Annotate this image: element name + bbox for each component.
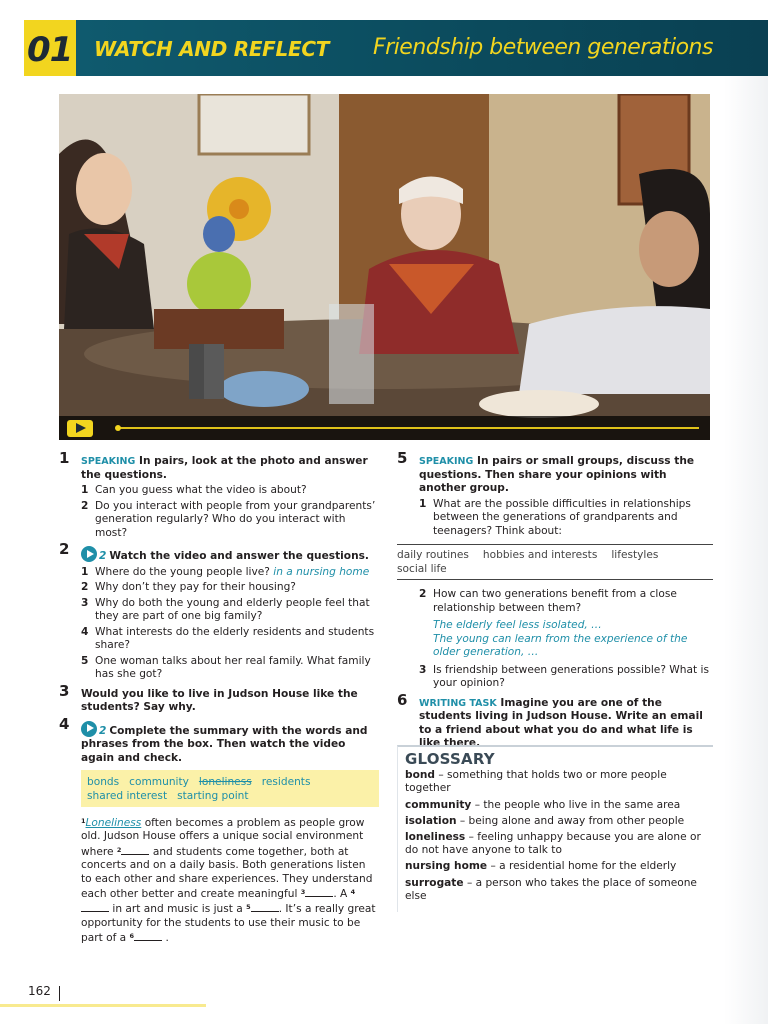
question-number: 2 xyxy=(81,499,89,512)
question-number: 2 xyxy=(419,588,427,600)
question xyxy=(419,498,713,539)
page-number: 162 xyxy=(28,984,51,998)
exercise-number: 6 xyxy=(397,690,408,709)
gap-number: 4 xyxy=(350,888,356,897)
exercise-instruction xyxy=(81,455,379,482)
question-text: One woman talks about her real family. What family has she got? xyxy=(95,654,371,680)
summary-segment: . A xyxy=(333,888,348,901)
instruction-text: Imagine you are one of the students living in Judson House. Write an email to a friend about what you do and what life is like there. xyxy=(419,696,703,749)
topic-list xyxy=(397,544,713,580)
question-text: Do you interact with people from your grandparents’ generation regularly? Who do you interact with most? xyxy=(95,499,376,539)
gap-number: 6 xyxy=(129,932,135,941)
glossary-entry xyxy=(405,877,713,903)
left-column xyxy=(59,449,379,946)
question-number: 3 xyxy=(419,663,427,676)
question-text: Why don’t they pay for their housing? xyxy=(95,581,296,593)
instruction-text: Complete the summary with the words and phrases from the box. Then watch the video again and check. xyxy=(81,724,368,764)
video-still[interactable] xyxy=(59,94,710,440)
glossary-entry xyxy=(405,815,713,828)
question xyxy=(419,588,713,615)
page-number-divider xyxy=(59,986,60,1001)
gap-blank[interactable] xyxy=(81,903,109,912)
gap-blank[interactable] xyxy=(121,846,149,855)
box-word: residents xyxy=(261,776,311,788)
gap-number: 3 xyxy=(300,888,306,897)
gap-number: 5 xyxy=(246,903,251,912)
skill-label: WRITING TASK xyxy=(419,697,497,709)
glossary-entry xyxy=(405,860,713,873)
video-play-icon[interactable] xyxy=(81,546,97,562)
question-number: 2 xyxy=(81,581,89,593)
summary-segment: . It’s a really great opportunity for the students to use their music to be part of a xyxy=(81,903,376,945)
example-answer: in a nursing home xyxy=(273,565,370,578)
exercise-3 xyxy=(59,681,379,715)
topic: social life xyxy=(397,562,447,575)
summary-segment: and students come together, both at concerts and on a daily basis. Both generations listen to each other and share experiences. They understand each other better and create meaningful xyxy=(81,845,373,901)
question-number: 3 xyxy=(81,596,89,609)
question-number: 1 xyxy=(419,497,427,510)
glossary-box xyxy=(397,745,713,912)
glossary-definition: – a residential home for the elderly xyxy=(490,860,677,873)
word-box xyxy=(81,770,379,807)
page-edge-shadow xyxy=(724,76,768,1024)
exercise-5 xyxy=(397,449,713,538)
question-text: Why do both the young and elderly people feel that they are part of one big family? xyxy=(95,596,370,622)
gap-answer: Loneliness xyxy=(85,817,142,829)
instruction-text: Watch the video and answer the questions. xyxy=(109,550,369,562)
gap-blank[interactable] xyxy=(134,932,162,941)
exercise-number: 2 xyxy=(59,540,70,558)
box-word: community xyxy=(129,776,189,788)
glossary-definition: – the people who live in the same area xyxy=(474,798,681,811)
exercise-number: 4 xyxy=(59,714,70,733)
question-text: Is friendship between generations possible? What is your opinion? xyxy=(433,663,709,689)
glossary-word: loneliness xyxy=(405,831,466,844)
question xyxy=(81,626,379,653)
glossary-word: isolation xyxy=(405,814,457,827)
instruction-text: In pairs or small groups, discuss the questions. Then share your opinions with another group. xyxy=(419,455,695,494)
skill-label: SPEAKING xyxy=(419,456,474,467)
glossary-word: nursing home xyxy=(405,860,488,873)
glossary-definition: – something that holds two or more people together xyxy=(405,769,667,795)
glossary-entry xyxy=(405,831,713,857)
question-text: What are the possible difficulties in relationships between the generations of grandparents and teenagers? Think about: xyxy=(433,497,691,537)
play-button[interactable] xyxy=(67,420,93,437)
section-title: WATCH AND REFLECT xyxy=(94,37,330,61)
photo-illustration xyxy=(59,94,710,440)
question xyxy=(419,664,713,691)
glossary-title: GLOSSARY xyxy=(405,750,495,768)
box-word: starting point xyxy=(177,790,249,802)
box-word-used: loneliness xyxy=(198,776,252,788)
exercise-number: 5 xyxy=(397,449,408,467)
exercise-number: 3 xyxy=(59,681,70,700)
glossary-entry xyxy=(405,769,713,795)
gap-number: 2 xyxy=(116,845,122,854)
gap-blank[interactable] xyxy=(251,903,279,912)
instruction-text: In pairs, look at the photo and answer the questions. xyxy=(81,455,368,481)
question-text: Can you guess what the video is about? xyxy=(95,484,307,496)
question-number: 1 xyxy=(81,565,89,578)
exercise-5-continued xyxy=(397,588,713,691)
video-control-bar xyxy=(59,416,710,440)
unit-header xyxy=(0,20,768,76)
glossary-word: bond xyxy=(405,769,435,782)
footer-accent-line xyxy=(0,1004,206,1007)
exercise-instruction xyxy=(419,697,713,751)
right-column xyxy=(397,449,713,757)
summary-segment: often becomes a problem as people grow old. Judson House offers a unique social environment where xyxy=(81,817,365,858)
box-word: bonds xyxy=(87,776,120,788)
unit-number: 01 xyxy=(27,30,73,70)
question-text: Where do the young people live? xyxy=(95,565,270,578)
question xyxy=(81,597,379,624)
question xyxy=(81,484,379,498)
skill-label: SPEAKING xyxy=(81,456,136,467)
exercise-instruction xyxy=(81,721,379,766)
gap-blank[interactable] xyxy=(305,888,333,897)
question-number: 5 xyxy=(81,654,89,667)
summary-segment: . xyxy=(165,932,169,945)
video-number: 2 xyxy=(99,550,107,562)
exercise-instruction xyxy=(419,455,713,496)
glossary-entry xyxy=(405,799,713,812)
question-number: 1 xyxy=(81,484,89,496)
question xyxy=(81,581,379,595)
glossary-word: surrogate xyxy=(405,876,464,889)
summary-segment: in art and music is just a xyxy=(112,903,243,916)
video-play-icon[interactable] xyxy=(81,721,97,737)
exercise-6 xyxy=(397,690,713,751)
summary-text xyxy=(59,815,379,946)
question xyxy=(81,500,379,541)
glossary-definition: – being alone and away from other people xyxy=(459,814,685,827)
question xyxy=(81,566,379,580)
question-number: 4 xyxy=(81,625,89,638)
question xyxy=(81,655,379,682)
video-number: 2 xyxy=(99,724,107,737)
topic: daily routines xyxy=(397,549,469,561)
exercise-2 xyxy=(59,540,379,682)
glossary-definition: – a person who takes the place of someone else xyxy=(405,876,697,902)
example-answer: The elderly feel less isolated, … xyxy=(433,619,602,631)
exercise-instruction xyxy=(81,546,379,564)
exercise-number: 1 xyxy=(59,449,70,467)
topic: lifestyles xyxy=(611,549,659,561)
section-subtitle: Friendship between generations xyxy=(373,35,713,60)
glossary-word: community xyxy=(405,798,472,811)
box-word: shared interest xyxy=(87,790,168,802)
question-text: How can two generations benefit from a close relationship between them? xyxy=(433,588,677,614)
video-progress-track[interactable] xyxy=(119,427,699,429)
exercise-4 xyxy=(59,714,379,808)
glossary-definition: – feeling unhappy because you are alone or do not have anyone to talk to xyxy=(405,831,701,857)
gap-number: 1 xyxy=(81,817,86,825)
video-progress-handle[interactable] xyxy=(115,425,121,431)
question-text: What interests do the elderly residents and students share? xyxy=(95,625,375,651)
instruction-text: Would you like to live in Judson House like the students? Say why. xyxy=(81,687,358,713)
example-answer: The young can learn from the experience of the older generation, … xyxy=(433,632,688,658)
exercise-1 xyxy=(59,449,379,540)
topic: hobbies and interests xyxy=(482,549,598,561)
